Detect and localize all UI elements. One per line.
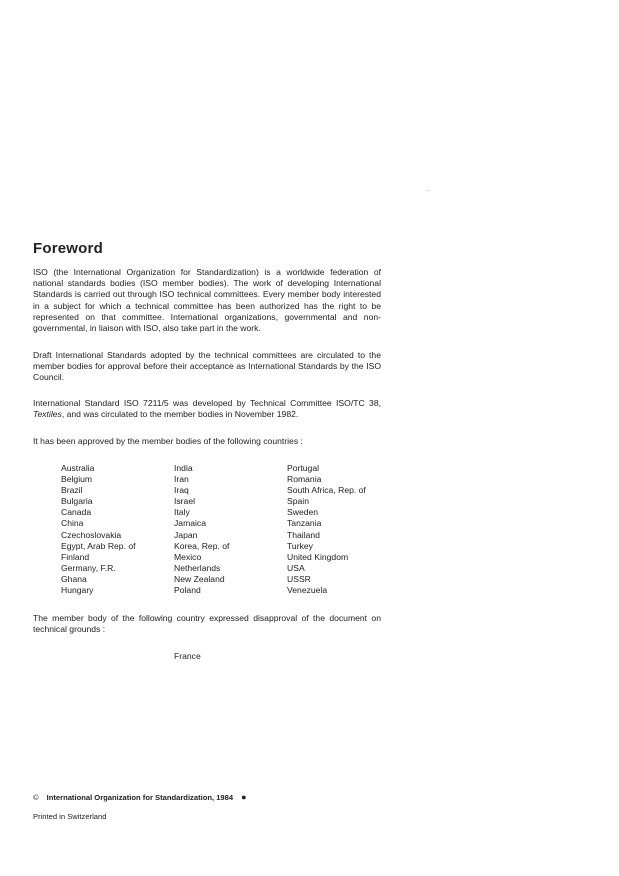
dissenting-country: France — [174, 651, 201, 661]
country-item: Venezuela — [287, 585, 328, 596]
country-item: Czechoslovakia — [61, 529, 122, 540]
country-item: South Africa, Rep. of — [287, 485, 366, 496]
country-item: Ghana — [61, 573, 87, 584]
page-title: Foreword — [33, 240, 103, 257]
country-item: Poland — [174, 585, 201, 596]
country-item: Japan — [174, 529, 198, 540]
country-item: Bulgaria — [61, 496, 93, 507]
country-item: Egypt, Arab Rep. of — [61, 540, 136, 551]
country-item: USSR — [287, 573, 311, 584]
country-item: Portugal — [287, 463, 320, 473]
country-item: Canada — [61, 507, 92, 518]
country-item: Germany, F.R. — [61, 562, 116, 573]
committee-name: Textiles — [33, 409, 62, 420]
paragraph-draft-standards: Draft International Standards adopted by the technical committees are circulated to the member bodies for approval before their acceptance as International Standards by the ISO Council. — [33, 350, 381, 383]
printed-location: Printed in Switzerland — [33, 812, 107, 821]
countries-column-1 — [61, 463, 136, 596]
countries-column-2 — [174, 463, 229, 596]
country-item: Jamaica — [174, 518, 206, 529]
standard-development-text-end: , and was circulated to the member bodies in November 1982. — [61, 409, 299, 420]
paragraph-iso-intro: ISO (the International Organization for Standardization) is a worldwide federation of national standards bodies (ISO member bodies). The work of developing International Standards is carried out through ISO technical committees. Every member body interested in a subject for which a technical committee has been authorized has the right to be represented on that committee. International organizations, governmental and non-governmental, in liaison with ISO, also take part in the work. — [33, 267, 381, 334]
country-item: Iran — [174, 474, 189, 485]
country-item: India — [174, 463, 193, 473]
country-item: Romania — [287, 474, 322, 485]
paragraph-approval: It has been approved by the member bodies of the following countries : — [33, 436, 303, 446]
country-item: Korea, Rep. of — [174, 540, 230, 551]
copyright-text: International Organization for Standardization, 1984 — [46, 793, 234, 802]
country-item: Hungary — [61, 585, 94, 596]
country-item: Tanzania — [287, 518, 322, 529]
country-item: Thailand — [287, 529, 320, 540]
paragraph-standard-development — [33, 398, 381, 420]
country-item: Sweden — [287, 507, 319, 518]
country-item: USA — [287, 562, 305, 573]
country-item: Spain — [287, 496, 309, 507]
bullet-icon: ● — [241, 792, 247, 802]
country-item: Belgium — [61, 474, 93, 485]
country-item: Finland — [61, 551, 90, 562]
country-item: China — [61, 518, 84, 529]
country-item: Brazil — [61, 485, 83, 496]
country-item: Italy — [174, 507, 190, 518]
copyright-notice — [33, 792, 247, 802]
scan-speck — [428, 190, 429, 191]
country-item: Israel — [174, 496, 196, 507]
country-item: Iraq — [174, 485, 189, 496]
country-item: New Zealand — [174, 573, 225, 584]
paragraph-disapproval: The member body of the following country expressed disapproval of the document on technical grounds : — [33, 613, 381, 635]
standard-development-text: International Standard ISO 7211/5 was developed by Technical Committee ISO/TC 38, — [33, 398, 381, 408]
country-item: Netherlands — [174, 562, 221, 573]
country-item: United Kingdom — [287, 551, 349, 562]
country-item: Turkey — [287, 540, 313, 551]
country-item: Mexico — [174, 551, 202, 562]
country-item: Australia — [61, 463, 95, 473]
countries-column-3 — [287, 463, 366, 596]
copyright-icon: © — [33, 793, 39, 802]
